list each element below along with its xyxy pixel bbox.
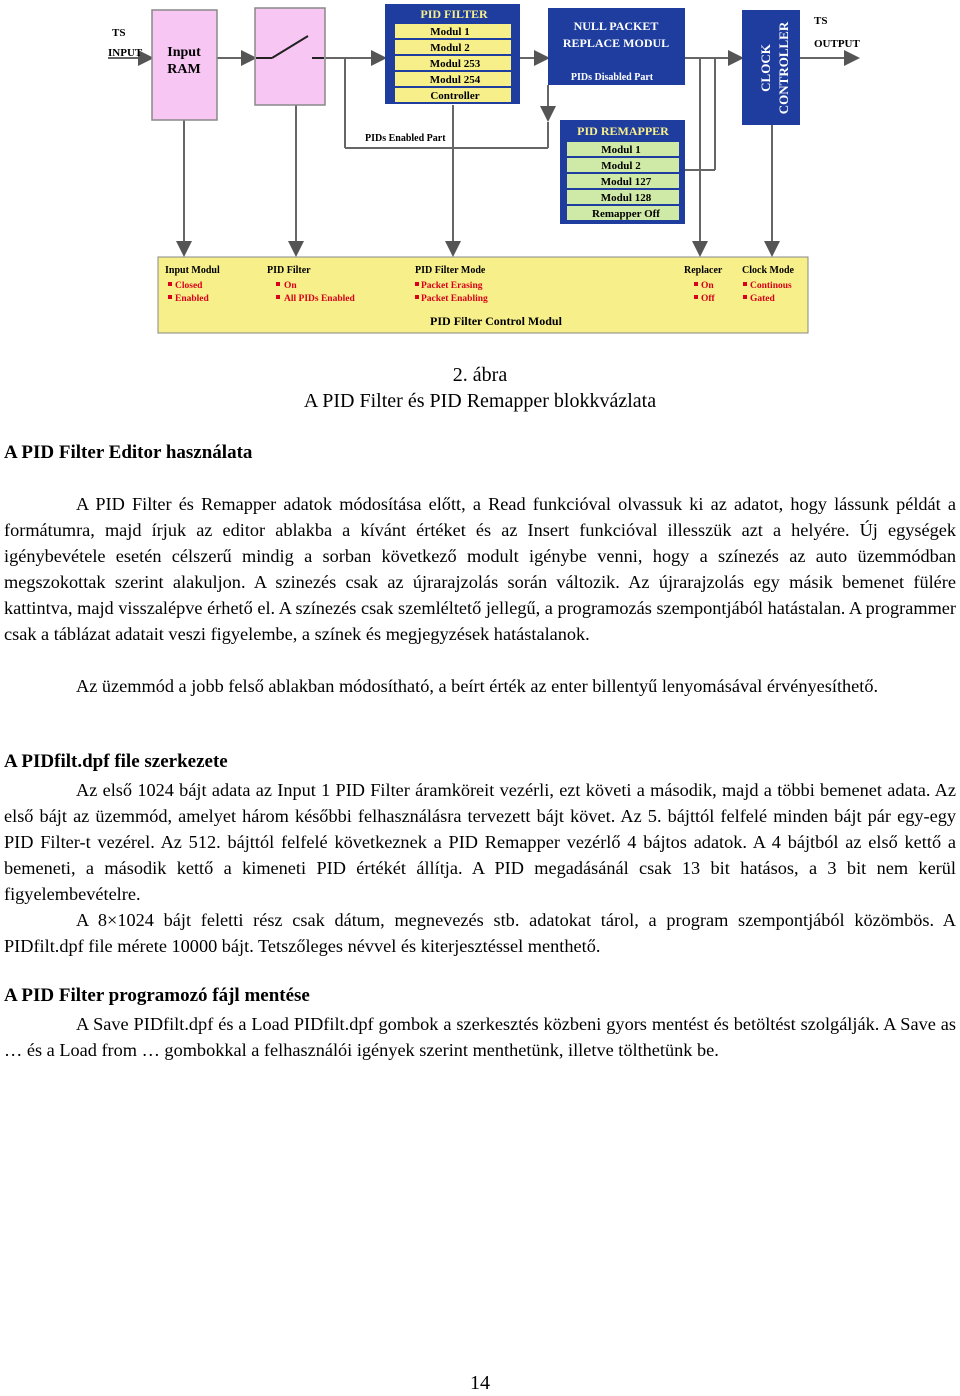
control-group-item: On xyxy=(284,281,297,291)
pid-remapper-item: Modul 1 xyxy=(601,144,641,156)
paragraph xyxy=(4,1011,956,1063)
paragraph-text: A Save PIDfilt.dpf és a Load PIDfilt.dpf gombok a szerkesztés közbeni gyors mentést és betöltést szolgálják. A Save as … és a Load from … gombokkal a felhasználói igények szerint menthetünk, illetve tölthetünk be. xyxy=(4,1014,956,1060)
ts-output-label-2: OUTPUT xyxy=(814,38,860,50)
paragraph-text: Az üzemmód a jobb felső ablakban módosítható, a beírt érték az enter billentyű lenyomásával érvényesíthető. xyxy=(76,676,879,696)
control-group-item: Closed xyxy=(175,281,203,291)
control-group-item: Enabled xyxy=(175,294,209,304)
input-ram-label-1: Input xyxy=(167,45,201,60)
ts-output-label-1: TS xyxy=(814,15,828,27)
paragraph xyxy=(4,491,956,647)
clock-label-1: CLOCK xyxy=(758,44,773,92)
status-dot xyxy=(276,295,280,299)
status-dot xyxy=(415,295,419,299)
control-group-heading: Replacer xyxy=(684,265,723,276)
pid-filter-item: Modul 1 xyxy=(430,26,470,38)
status-dot xyxy=(694,282,698,286)
pids-disabled-label: PIDs Disabled Part xyxy=(570,72,654,83)
input-ram-label-2: RAM xyxy=(167,62,201,77)
section-heading: A PID Filter Editor használata xyxy=(4,442,253,463)
control-group-item: Continous xyxy=(750,281,792,291)
status-dot xyxy=(743,282,747,286)
pid-filter-item: Modul 254 xyxy=(429,74,481,86)
ts-input-label-2: INPUT xyxy=(108,47,143,59)
control-modul-title: PID Filter Control Modul xyxy=(430,314,562,328)
status-dot xyxy=(168,295,172,299)
pid-filter-item: Controller xyxy=(430,90,480,102)
status-dot xyxy=(276,282,280,286)
control-group-item: All PIDs Enabled xyxy=(284,294,355,304)
paragraph-text: A 8×1024 bájt feletti rész csak dátum, megnevezés stb. adatokat tárol, a program szempontjából közömbös. A PIDfilt.dpf file mérete 10000 bájt. Tetszőleges névvel és kiterjesztéssel menthető. xyxy=(4,910,956,956)
control-group-item: Gated xyxy=(750,294,775,304)
paragraph-text: Az első 1024 bájt adata az Input 1 PID Filter áramköreit vezérli, ezt követi a második, majd a többi bemenet adata. Az első bájt az üzemmód, amelyet három későbbi felhasználásra tervezett bájt követ. Az 5. bájttól felfelé minden bájt pár egy-egy PID Filter-t vezérel. Az 512. bájttól felfelé következnek a PID Remapper vezérlő 4 bájtos adatok. A 4 bájtból az első kettő a bemeneti, a második kettő a kimeneti PID értékét állítja. A PID megadásánál csak 13 bit hatásos, a 3 bit nem kerül figyelembevételre. xyxy=(4,780,956,904)
control-group-heading: Input Modul xyxy=(165,265,220,276)
control-group-item: Packet Enabling xyxy=(421,294,488,304)
pid-remapper-item: Remapper Off xyxy=(592,208,660,220)
null-packet-label-2: REPLACE MODUL xyxy=(562,36,670,50)
control-group-heading: PID Filter xyxy=(267,265,311,276)
pid-filter-title: PID FILTER xyxy=(420,7,488,21)
pid-remapper-title: PID REMAPPER xyxy=(577,124,669,138)
status-dot xyxy=(694,295,698,299)
page-number: 14 xyxy=(470,1372,490,1394)
figure-caption-number: 2. ábra xyxy=(452,364,508,386)
status-dot xyxy=(168,282,172,286)
control-group-heading: PID Filter Mode xyxy=(415,265,486,276)
paragraph xyxy=(4,907,956,959)
control-group-heading: Clock Mode xyxy=(742,265,794,276)
status-dot xyxy=(743,295,747,299)
clock-label-2: CONTROLLER xyxy=(776,21,791,115)
pids-enabled-label: PIDs Enabled Part xyxy=(365,133,446,144)
section-heading: A PIDfilt.dpf file szerkezete xyxy=(4,751,228,772)
pid-filter-item: Modul 253 xyxy=(429,58,481,70)
pid-filter-item: Modul 2 xyxy=(430,42,470,54)
control-group-item: On xyxy=(701,281,714,291)
switch-block xyxy=(255,8,325,105)
paragraph xyxy=(4,673,956,699)
paragraph-text: A PID Filter és Remapper adatok módosítása előtt, a Read funkcióval olvassuk ki az adatot, hogy lássunk példát a formátumra, majd írjuk az editor ablakba a kívánt értéket és az Insert funkcióval illesszük azt a helyére. Új egységek igénybevétele esetén célszerű mindig a sorban következő modult igénybe venni, hogy a színezés az auto üzemmódban megszokottak szerint alakuljon. A szinezés csak az újrarajzolás során változik. Az újrarajzolás egy másik bemenet fülére kattintva, majd visszalépve érhető el. A színezés csak szemléltető jellegű, a programozás szempontjából hatástalan. A programmer csak a táblázat adatait veszi figyelembe, a színek és megjegyzések hatástalanok. xyxy=(4,494,956,644)
pid-remapper-item: Modul 127 xyxy=(600,176,652,188)
figure-caption-title: A PID Filter és PID Remapper blokkvázlata xyxy=(303,390,657,412)
block-diagram xyxy=(0,0,960,345)
ts-input-label-1: TS xyxy=(112,27,126,39)
null-packet-label-1: NULL PACKET xyxy=(573,19,659,33)
control-group-item: Packet Erasing xyxy=(421,281,483,291)
pid-remapper-item: Modul 2 xyxy=(601,160,641,172)
status-dot xyxy=(415,282,419,286)
section-heading: A PID Filter programozó fájl mentése xyxy=(4,985,310,1006)
paragraph xyxy=(4,777,956,907)
control-group-item: Off xyxy=(701,294,715,304)
pid-remapper-item: Modul 128 xyxy=(600,192,652,204)
